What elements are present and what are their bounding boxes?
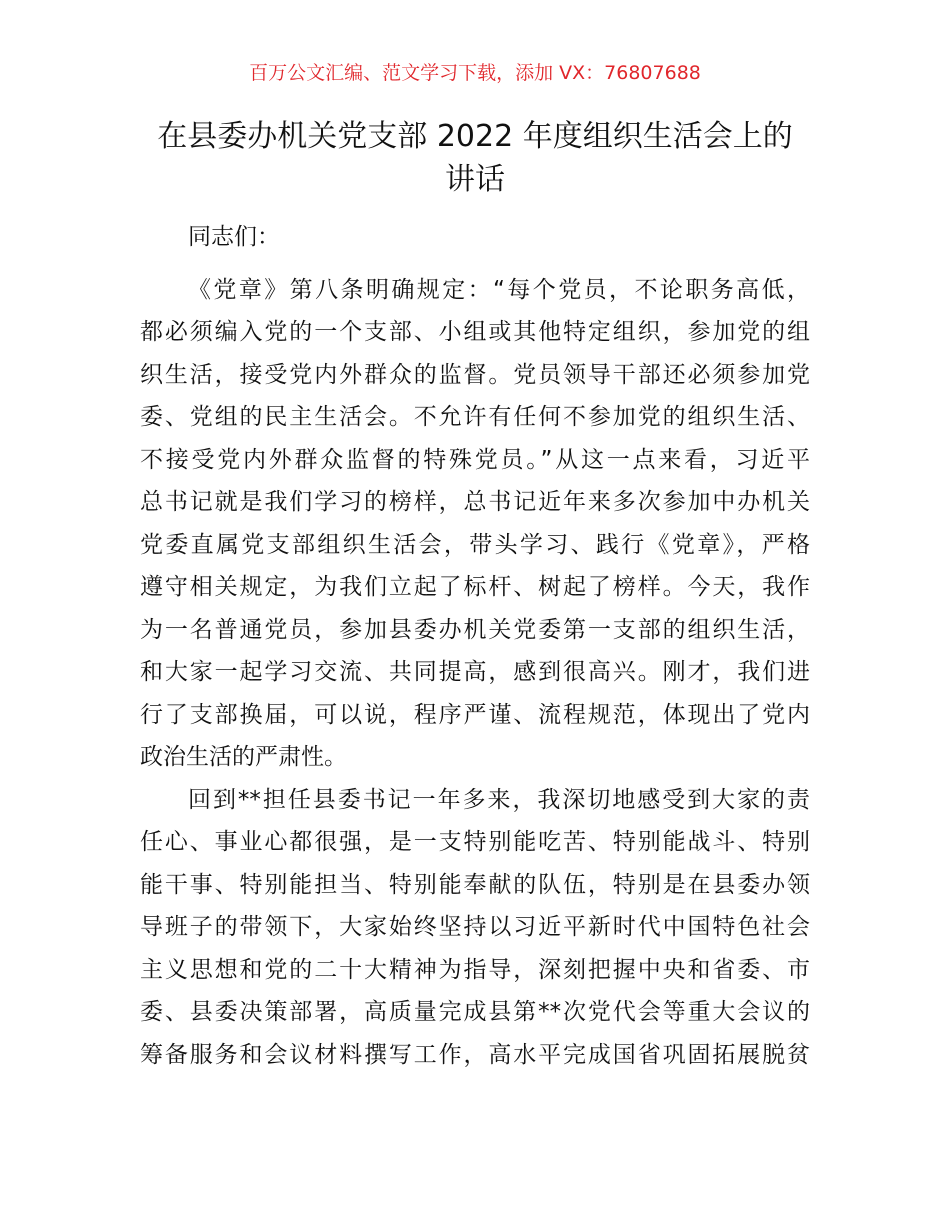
document-title-line-1: 在县委办机关党支部 2022 年度组织生活会上的 — [157, 119, 793, 154]
paragraph-line: 政治生活的严肃性。 — [140, 743, 347, 770]
paragraph-line: 织生活，接受党内外群众的监督。党员领导干部还必须参加党 — [140, 361, 810, 388]
watermark-header: 百万公文汇编、范文学习下载，添加 VX：76807688 — [249, 62, 701, 84]
paragraph-line: 为一名普通党员，参加县委办机关党委第一支部的组织生活， — [140, 616, 810, 643]
paragraph-line: 能干事、特别能担当、特别能奉献的队伍，特别是在县委办领 — [140, 871, 810, 898]
document-title-line-2: 讲话 — [445, 162, 505, 197]
paragraph-line: 导班子的带领下，大家始终坚持以习近平新时代中国特色社会 — [140, 914, 810, 941]
paragraph-line: 党委直属党支部组织生活会，带头学习、践行《党章》，严格 — [140, 531, 810, 558]
paragraph-line: 回到**担任县委书记一年多来，我深切地感受到大家的责 — [188, 787, 810, 813]
paragraph-line: 委、县委决策部署，高质量完成县第**次党代会等重大会议的 — [140, 999, 810, 1026]
paragraph-line: 都必须编入党的一个支部、小组或其他特定组织，参加党的组 — [140, 319, 810, 346]
paragraph-line: 筹备服务和会议材料撰写工作，高水平完成国省巩固拓展脱贫 — [140, 1041, 810, 1068]
paragraph-line: 主义思想和党的二十大精神为指导，深刻把握中央和省委、市 — [140, 956, 810, 983]
paragraph-line: 总书记就是我们学习的榜样，总书记近年来多次参加中办机关 — [140, 489, 810, 516]
salutation: 同志们： — [188, 224, 280, 250]
paragraph-line: 行了支部换届，可以说，程序严谨、流程规范，体现出了党内 — [140, 701, 810, 728]
paragraph-line: 任心、事业心都很强，是一支特别能吃苦、特别能战斗、特别 — [140, 829, 810, 856]
paragraph-line: 遵守相关规定，为我们立起了标杆、树起了榜样。今天，我作 — [140, 574, 810, 601]
paragraph-line: 委、党组的民主生活会。不允许有任何不参加党的组织生活、 — [140, 404, 810, 431]
paragraph-line: 不接受党内外群众监督的特殊党员。”从这一点来看，习近平 — [140, 446, 810, 473]
paragraph-line: 和大家一起学习交流、共同提高，感到很高兴。刚才，我们进 — [140, 659, 810, 686]
paragraph-line: 《党章》第八条明确规定：“每个党员，不论职务高低， — [188, 277, 810, 303]
